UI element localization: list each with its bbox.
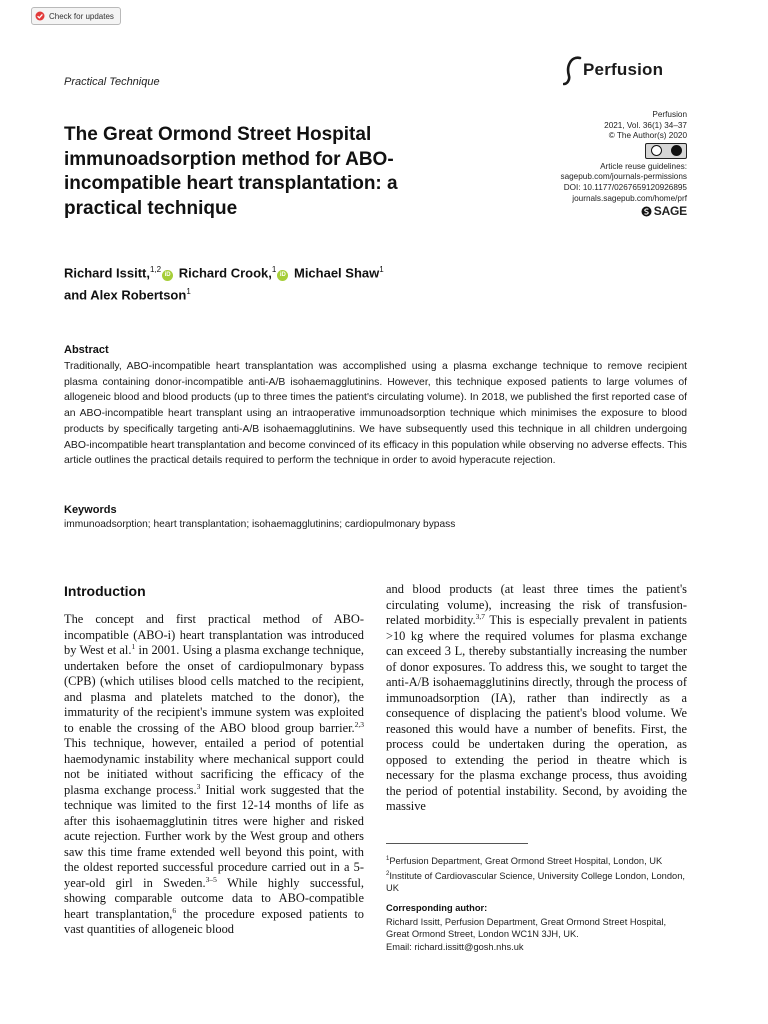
sage-s-icon (641, 206, 652, 217)
body-text: in 2001. Using a plasma exchange technique, undertaken before the onset of cardiopulmonary bypass (CPB) (which utilises blood cells matched to the recipient, and plasma and platelets matched to the donor), the immaturity of the recipient's immune system was exploited to enable the crossing of the ABO blood group barrier. (64, 643, 364, 735)
corresponding-author-details (386, 916, 687, 953)
cc-icon (651, 145, 662, 156)
body-text: Initial work suggested that the technique was limited to the first 12-14 months of life as after this isohaemagglutinin titres were higher and risked acute rejection. Further work by the West group and others saw this time frame extended well beyond this point, with the oldest reported successful procedure carried out in a 5-year-old girl in Sweden. (64, 782, 364, 890)
citation[interactable]: 3–5 (205, 874, 217, 884)
affiliation-text: Perfusion Department, Great Ormond Street Hospital, London, UK (389, 856, 663, 867)
citation[interactable]: 3,7 (475, 611, 485, 621)
affiliation-item (386, 853, 687, 868)
cc-license-icon[interactable] (645, 143, 687, 159)
author-list (64, 261, 504, 305)
author-name[interactable]: Michael Shaw (293, 265, 380, 281)
citation[interactable]: 1 (131, 641, 136, 651)
journal-name: Perfusion (652, 110, 687, 119)
keywords-text: immunoadsorption; heart transplantation; isohaemagglutinins; cardiopulmonary bypass (64, 519, 456, 530)
citation[interactable]: 2,3 (354, 719, 364, 729)
journal-logo[interactable] (563, 54, 663, 86)
orcid-icon[interactable]: iD (162, 270, 173, 281)
journal-home-link[interactable]: journals.sagepub.com/home/prf (572, 193, 687, 203)
author-affiliation-mark: 1 (379, 265, 384, 274)
author-name[interactable]: and Alex Robertson (64, 287, 187, 303)
body-text: This technique, however, entailed a period of potential haemodynamic instability where mechanical support could not be initiated without sacrificing the efficacy of the plasma exchange process. (64, 736, 364, 797)
check-for-updates-button[interactable] (31, 7, 121, 25)
reuse-label: Article reuse guidelines: (600, 161, 687, 171)
orcid-icon[interactable]: iD (277, 270, 288, 281)
corresponding-address: Richard Issitt, Perfusion Department, Great Ormond Street Hospital, Great Ormond Street, London WC1N 3JH, UK. (386, 917, 667, 940)
by-icon (671, 145, 682, 156)
journal-volume: 2021, Vol. 36(1) 34–37 (604, 120, 687, 130)
author-affiliation-mark: 1,2 (149, 265, 162, 274)
corresponding-author-heading: Corresponding author: (386, 903, 488, 913)
footnote-divider (386, 843, 528, 844)
author-affiliation-mark: 1 (186, 286, 191, 296)
corresponding-email[interactable]: Email: richard.issitt@gosh.nhs.uk (386, 941, 524, 952)
author-name[interactable]: Richard Issitt, (64, 265, 150, 281)
affiliation-item (386, 868, 687, 895)
body-text: and blood products (at least three times the patient's circulating volume), increasing the risk of transfusion-related morbidity. (386, 582, 687, 627)
sage-text: SAGE (653, 204, 687, 219)
author-affiliation-mark: 1 (271, 265, 277, 274)
journal-logo-text: Perfusion (583, 60, 664, 79)
abstract-text: Traditionally, ABO-incompatible heart transplantation was accomplished using a plasma exchange technique to remove recipient plasma containing donor-incompatible anti-A/B isohaemagglutinins. However, this technique exposed patients to large volumes of allogeneic blood and blood products (up to three times the patient's circulating volume). In 2018, we published the first reported case of an ABO-incompatible heart transplant using an intraoperative immunoadsorption technique which minimises the exposure to blood products by specifically targeting anti-A/B isohaemagglutinins. We have subsequently used this technique in all children undergoing ABO-incompatible heart transplantation and become convinced of its efficacy in this population while observing no adverse effects. This article outlines the practical details required to perform the technique in order to avoid hyperacute rejection. (64, 361, 687, 467)
check-for-updates-icon (35, 11, 45, 21)
introduction-heading: Introduction (64, 583, 146, 599)
affiliation-text: Institute of Cardiovascular Science, University College London, London, UK (386, 870, 685, 893)
check-for-updates-label: Check for updates (49, 11, 114, 21)
affiliations (386, 853, 687, 894)
affiliation-mark: 1 (386, 856, 390, 862)
body-text: This is especially prevalent in patients >10 kg where the required volumes for plasma exchange can exceed 3 L, thereby substantially increasing the number of donor exposures. To address this, we sought to target the anti-A/B isohaemagglutinins directly, through the process of immunoadsorption (IA), rather than indirectly as a consequence of displacing the patient's blood volume. We reasoned this would have a number of benefits. First, the process could be undertaken during the operation, as opposed to extending the period in theatre which is necessary for the plasma exchange process, thus avoiding the period of potential instability. Second, by avoiding the massive (386, 613, 688, 813)
sage-logo (641, 206, 687, 217)
article-title: The Great Ormond Street Hospital immunoadsorption method for ABO-incompatible heart transplantation: a practical technique (64, 124, 398, 219)
journal-info (560, 110, 687, 217)
body-text: While highly successful, showing comparable outcome data to ABO-compatible heart transplantation, (64, 875, 364, 921)
body-column-left (64, 612, 364, 938)
citation[interactable]: 3 (196, 781, 201, 791)
copyright: © The Author(s) 2020 (608, 131, 687, 141)
affiliation-mark: 2 (386, 870, 390, 877)
section-label: Practical Technique (64, 76, 160, 88)
body-text: the procedure exposed patients to vast quantities of allogeneic blood (64, 906, 364, 936)
body-text: The concept and first practical method of ABO-incompatible (ABO-i) heart transplantation was introduced by West et al. (64, 612, 364, 657)
doi[interactable]: DOI: 10.1177/0267659120926895 (563, 182, 687, 192)
body-column-right (386, 582, 687, 815)
abstract-heading: Abstract (64, 344, 109, 356)
perfusion-swirl-icon (563, 54, 583, 86)
reuse-link[interactable]: sagepub.com/journals-permissions (560, 172, 687, 182)
keywords-heading: Keywords (64, 504, 117, 516)
citation[interactable]: 6 (172, 905, 177, 915)
author-name[interactable]: Richard Crook, (178, 265, 272, 281)
